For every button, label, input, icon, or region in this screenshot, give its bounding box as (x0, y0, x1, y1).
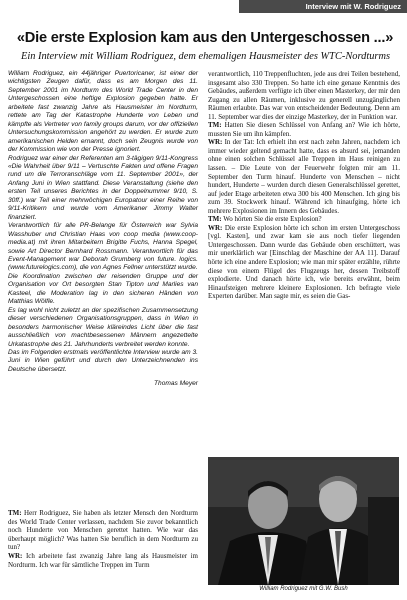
photo-illustration (208, 457, 399, 585)
photo-caption: William Rodriguez mit G.W. Bush (259, 586, 348, 592)
qa-text: Ich arbeitete fast zwanzig Jahre lang als Hausmeister im Nordturm. Ich war für sämtliche Treppen im Turm (8, 551, 199, 569)
qa-text: Wo hörten Sie die erste Explosion? (223, 215, 322, 224)
qa-text: In der Tat: Ich erhielt ihn erst nach zehn Jahren, nachdem ich immer wieder geltend gemacht hatte, dass es absurd sei, jemanden ohne einen solchen Schlüssel alle Treppen im Haus reinigen zu lassen. – Die Leute von der Feuerwehr folgten mir am 11. September den Turm hinauf. Hunderte von Menschen – nicht hundert, Hunderte – wurden durch diesen Generalschlüssel gerettet, auf jeder Etage arbeiteten etwa 300 bis 400 Menschen. Ich ging bis zum 39. Stockwerk hinauf. Während ich hinaufging, hörte ich mehrere Explosionen im Innern des Gebäudes. (208, 138, 400, 215)
qa-text: verantwortlich, 110 Treppenfluchten, jede aus drei Teilen bestehend, insgesamt also 330 Treppen. So hatte ich eine genaue Kenntnis des Gebäudes, außerdem verfügte ich über einen Masterkey, der mir den Zugang zu allen Räumen, inklusive zu generell unzugänglichen Räumen erlaubte. Das war von entscheidender Bedeutung. Denn am 11. September war dies der einzige Masterkey, der in Funktion war. (208, 70, 400, 121)
intro-paragraph: Rodriguez war einer der Referenten am 3-tägigen 9/11-Kongress «Die Wahrheit über 9/11 – Vertuschte Fakten und offene Fragen rund um die Terroranschläge vom 11. September 2001», der Anfang Juni in Wien stattfand. Diese Veranstaltung (siehe den ersten Teil unseres Berichtes in der Doppelnummer 9/10, S. 30ff.) war Teil einer mehrwöchigen Europatour einer Reihe von 9/11-Kritikern und wurde vom Amerikaner Jimmy Walter finanziert. (8, 154, 198, 221)
qa-entry (208, 215, 400, 224)
intro-paragraph: William Rodriguez, ein 44jähriger Puertoricaner, ist einer der wichtigsten Zeugen dafür, dass es am Morgen des 11. September 2001 im Nordturm des World Trade Center in den Untergeschossen eine heftige Explosion gegeben hatte. Er arbeitete fast zwanzig Jahre als Hausmeister im Nordturm, rettete am Tag der Katastrophe Hunderte von Leben und kämpfte als Vertreter von family groups darum, vor der offiziellen Untersuchungskommission angehört zu werden. Er wurde zum amerikanischen Helden ernannt, doch sein Zeugnis wurde von der Kommission wie von der Presse ignoriert. (8, 70, 198, 154)
qa-text: Herr Rodriguez, Sie haben als letzter Mensch den Nordturm des World Trade Center verlassen, nachdem Sie zuvor bekanntlich noch Hunderte von Menschen gerettet hatten. Wie war das überhaupt möglich? Was hatten Sie beruflich in dem Nordturm zu tun? (8, 509, 199, 552)
interview-left-column (8, 509, 198, 569)
speaker: TM: (208, 121, 222, 130)
speaker: TM: (8, 509, 22, 517)
speaker: WR: (8, 551, 23, 560)
qa-entry (8, 509, 198, 552)
qa-text: Hatten Sie diesen Schlüssel von Anfang an? Wie ich hörte, mussten Sie um ihn kämpfen. (208, 121, 400, 138)
qa-entry (208, 224, 400, 301)
article-subtitle: Ein Interview mit William Rodriguez, dem ehemaligen Hausmeister des WTC-Nordturms (20, 51, 391, 62)
intro-paragraph: Es lag wohl nicht zuletzt an der spezifischen Zusammensetzung dieser verschiedenen Organisationsgruppen, dass in Wien in besonders harmonischer Weise kläreindes Licht über die fast ausschließlich von machtbesessenen Männern angezettelte Urkatastrophe des 21. Jahrhunderts verbreitet werden konnte. (8, 306, 198, 348)
photo-rodriguez-bush (208, 457, 399, 585)
qa-entry (208, 121, 400, 138)
speaker: WR: (208, 138, 223, 147)
speaker: WR: (208, 223, 223, 232)
qa-entry (208, 70, 400, 121)
intro-paragraph: Verantwortlich für alle PR-Belange für Österreich war Sylvia Wasshuber und Christian Haas von coop media (www.coop-media.at) mit ihren Mitarbeitern Brigitte Fuchs, Hanna Spegel, sowie Art Director Bernhard Rossmann. Verantwortlich für das Event-Management war Deborah Grumberg von future. logics. (www.futurelogics.com), die von Agnes Fellner unterstützt wurde. (8, 222, 198, 272)
qa-entry (8, 552, 198, 569)
intro-column (8, 70, 198, 389)
speaker: TM: (208, 215, 222, 224)
intro-paragraph: Das im Folgenden erstmals veröffentlichte Interview wurde am 3. Juni in Wien geführt und durch den Unterzeichnenden ins Deutsche übersetzt. (8, 348, 198, 373)
interview-right-column (208, 70, 400, 301)
qa-text: Die erste Explosion hörte ich schon im ersten Untergeschoss [vgl. Kasten], und zwar kam sie aus noch tiefer liegenden Untergeschossen. Dann wurde das Gebäude oben erschüttert, was mir unerklärlich war [Einschlag der Maschine der AA 11]. Darauf hörte ich eine andere Explosion; wie man mir später erzählte, rührte diese von einem Flügel des Flugzeugs her, dessen Treibstoff explodierte. Und danach hörte ich, wie bereits erwähnt, beim Hinaufsteigen mehrere kleinere Explosionen. Ich befragte viele Experten darüber. Man sagte mir, es seien die Gas- (208, 223, 401, 301)
qa-entry (208, 138, 400, 215)
article-headline: «Die erste Explosion kam aus den Untergeschossen ...» (16, 30, 394, 46)
author-signature: Thomas Meyer (154, 380, 198, 388)
section-header: Interview mit W. Rodriguez (239, 0, 407, 13)
intro-paragraph: Die Koordination zwischen der reisenden Gruppe und der Organisation vor Ort besorgten Stan Tipton und Marlies van Kasteel, die Moderation lag in den sicheren Händen von Matthias Wölfle. (8, 272, 198, 306)
